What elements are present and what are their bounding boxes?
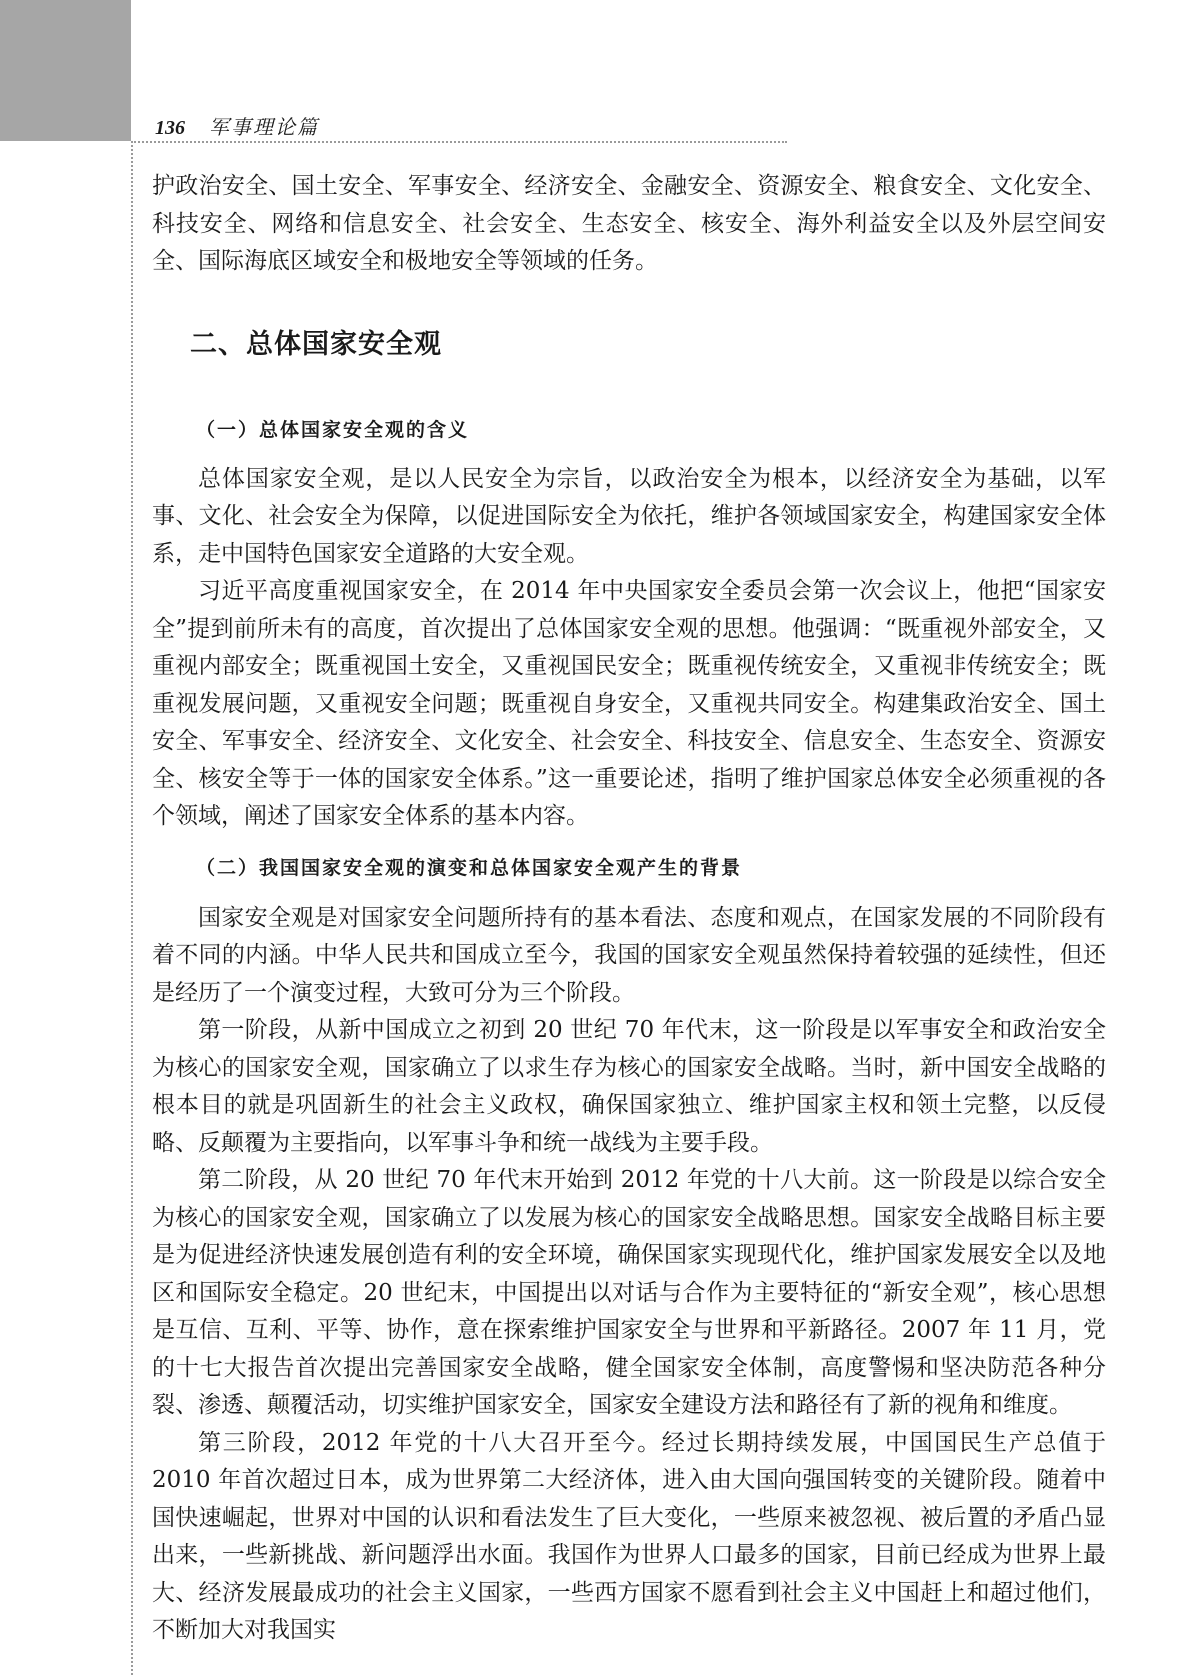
running-head [155, 111, 319, 140]
margin-rule [131, 141, 133, 1675]
section-heading: 二、总体国家安全观 [190, 328, 442, 360]
body-paragraph: 第二阶段，从 20 世纪 70 年代末开始到 2012 年党的十八大前。这一阶段是以综合安全为核心的国家安全观，国家确立了以发展为核心的国家安全战略思想。国家安全战略目标主要是为促进经济快速发展创造有利的安全环境，确保国家实现现代化，维护国家发展安全以及地区和国际安全稳定。20 世纪末，中国提出以对话与合作为主要特征的“新安全观”，核心思想是互信、互利、平等、协作，意在探索维护国家安全与世界和平新路径。2007 年 11 月，党的十七大报告首次提出完善国家安全战略，健全国家安全体制，高度警惕和坚决防范各种分裂、渗透、颠覆活动，切实维护国家安全，国家安全建设方法和路径有了新的视角和维度。 [152, 1167, 1106, 1418]
intro-paragraph: 护政治安全、国土安全、军事安全、经济安全、金融安全、资源安全、粮食安全、文化安全、科技安全、网络和信息安全、社会安全、生态安全、核安全、海外利益安全以及外层空间安全、国际海底区域安全和极地安全等领域的任务。 [152, 173, 1106, 274]
page-corner-block [0, 0, 131, 141]
page-number: 136 [155, 117, 185, 139]
subsection-heading: （二）我国国家安全观的演变和总体国家安全观产生的背景 [196, 856, 743, 879]
body-paragraph: 习近平高度重视国家安全，在 2014 年中央国家安全委员会第一次会议上，他把“国家安全”提到前所未有的高度，首次提出了总体国家安全观的思想。他强调：“既重视外部安全，又重视内部安全；既重视国土安全，又重视国民安全；既重视传统安全，又重视非传统安全；既重视发展问题，又重视安全问题；既重视自身安全，又重视共同安全。构建集政治安全、国土安全、军事安全、经济安全、文化安全、社会安全、科技安全、信息安全、生态安全、资源安全、核安全等于一体的国家安全体系。”这一重要论述，指明了维护国家总体安全必须重视的各个领域，阐述了国家安全体系的基本内容。 [152, 578, 1106, 829]
body-paragraph: 第三阶段，2012 年党的十八大召开至今。经过长期持续发展，中国国民生产总值于 2010 年首次超过日本，成为世界第二大经济体，进入由大国向强国转变的关键阶段。随着中国快速崛起，世界对中国的认识和看法发生了巨大变化，一些原来被忽视、被后置的矛盾凸显出来，一些新挑战、新问题浮出水面。我国作为世界人口最多的国家，目前已经成为世界上最大、经济发展最成功的社会主义国家，一些西方国家不愿看到社会主义中国赶上和超过他们，不断加大对我国实 [152, 1429, 1106, 1643]
body-paragraph: 国家安全观是对国家安全问题所持有的基本看法、态度和观点，在国家发展的不同阶段有着不同的内涵。中华人民共和国成立至今，我国的国家安全观虽然保持着较强的延续性，但还是经历了一个演变过程，大致可分为三个阶段。 [152, 904, 1106, 1006]
page-body [152, 168, 1106, 1650]
section-title: 军事理论篇 [209, 115, 319, 139]
body-paragraph: 总体国家安全观，是以人民安全为宗旨，以政治安全为根本，以经济安全为基础，以军事、文化、社会安全为保障，以促进国际安全为依托，维护各领域国家安全，构建国家安全体系，走中国特色国家安全道路的大安全观。 [152, 465, 1106, 567]
body-paragraph: 第一阶段，从新中国成立之初到 20 世纪 70 年代末，这一阶段是以军事安全和政治安全为核心的国家安全观，国家确立了以求生存为核心的国家安全战略。当时，新中国安全战略的根本目的就是巩固新生的社会主义政权，确保国家独立、维护国家主权和领土完整，以反侵略、反颠覆为主要指向，以军事斗争和统一战线为主要手段。 [152, 1017, 1106, 1156]
header-rule [131, 141, 787, 143]
subsection-heading: （一）总体国家安全观的含义 [196, 418, 470, 441]
